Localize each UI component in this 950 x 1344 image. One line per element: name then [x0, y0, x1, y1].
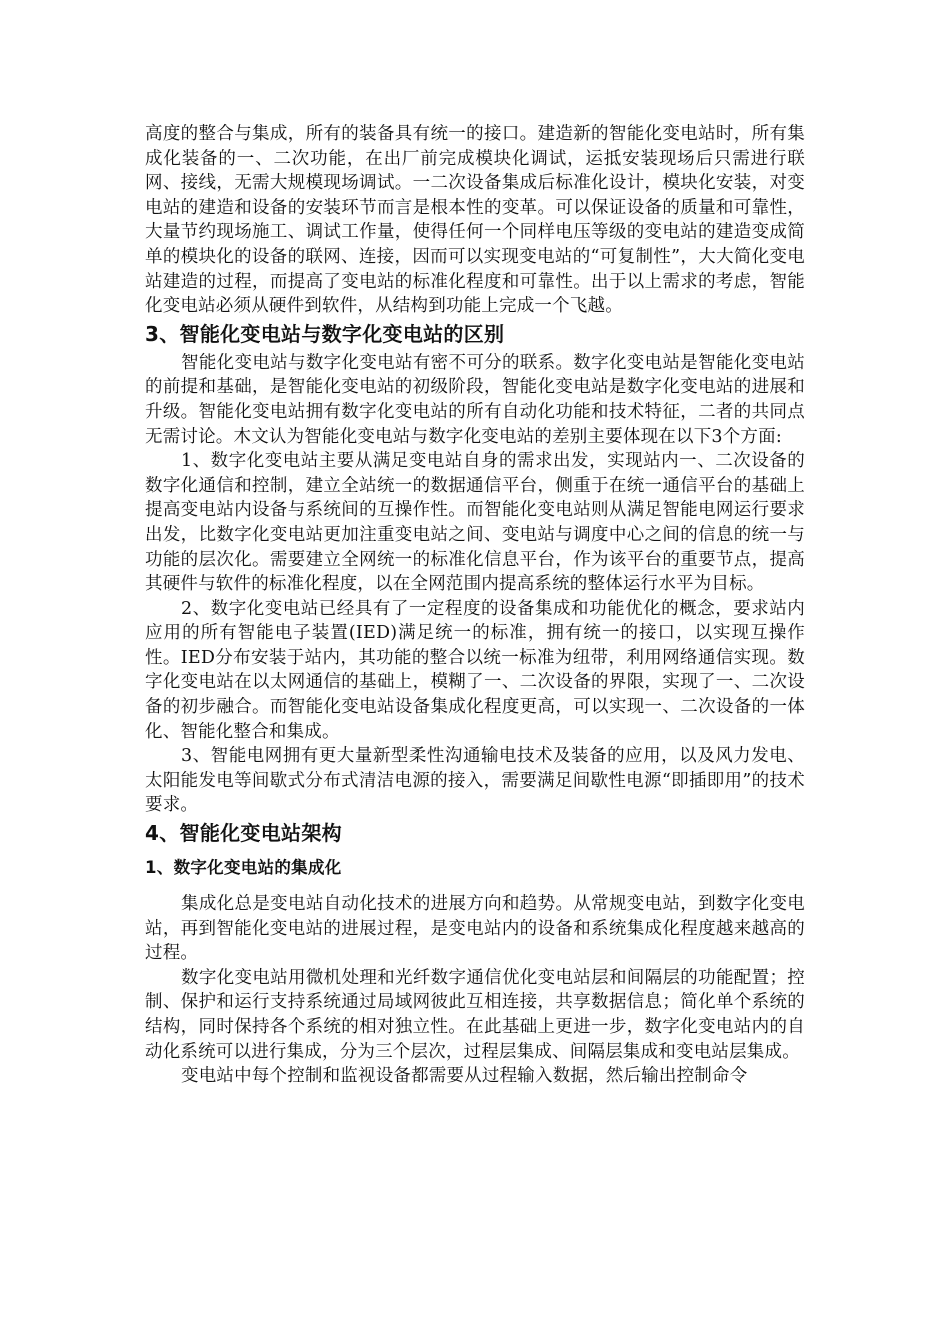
paragraph-integration-levels: 数字化变电站用微机处理和光纤数字通信优化变电站层和间隔层的功能配置；控制、保护和运行支持系统通过局域网彼此互相连接，共享数据信息；简化单个系统的结构，同时保持各个系统的相对独立性。在此基础上更进一步，数字化变电站内的自动化系统可以进行集成，分为三个层次，过程层集成、间隔层集成和变电站层集成。	[145, 967, 805, 1062]
heading-section-4: 4、智能化变电站架构	[145, 821, 342, 846]
heading-subsection-4-1: 1、数字化变电站的集成化	[145, 858, 342, 878]
paragraph-difference-1: 1、数字化变电站主要从满足变电站自身的需求出发，实现站内一、二次设备的数字化通信和控制，建立全站统一的数据通信平台，侧重于在统一通信平台的基础上提高变电站内设备与系统间的互操作性。而智能化变电站则从满足智能电网运行要求出发，比数字化变电站更加注重变电站之间、变电站与调度中心之间的信息的统一与功能的层次化。需要建立全网统一的标准化信息平台，作为该平台的重要节点，提高其硬件与软件的标准化程度，以在全网范围内提高系统的整体运行水平为目标。	[145, 451, 805, 595]
paragraph-integration-trend: 集成化总是变电站自动化技术的进展方向和趋势。从常规变电站，到数字化变电站，再到智能化变电站的进展过程，是变电站内的设备和系统集成化程度越来越高的过程。	[145, 894, 805, 964]
paragraph-difference-2: 2、数字化变电站已经具有了一定程度的设备集成和功能优化的概念，要求站内应用的所有智能电子装置(IED)满足统一的标准，拥有统一的接口，以实现互操作性。IED分布安装于站内，其功能的整合以统一标准为纽带，利用网络通信实现。数字化变电站在以太网通信的基础上，模糊了一、二次设备的界限，实现了一、二次设备的初步融合。而智能化变电站设备集成化程度更高，可以实现一、二次设备的一体化、智能化整合和集成。	[145, 598, 805, 742]
paragraph-intro-continued: 高度的整合与集成，所有的装备具有统一的接口。建造新的智能化变电站时，所有集成化装备的一、二次功能，在出厂前完成模块化调试，运抵安装现场后只需进行联网、接线，无需大规模现场调试。一二次设备集成后标准化设计，模块化安装，对变电站的建造和设备的安装环节而言是根本性的变革。可以保证设备的质量和可靠性，大量节约现场施工、调试工作量，使得任何一个同样电压等级的变电站的建造变成简单的模块化的设备的联网、连接，因而可以实现变电站的“可复制性”，大大简化变电站建造的过程，而提高了变电站的标准化程度和可靠性。出于以上需求的考虑，智能化变电站必须从硬件到软件，从结构到功能上完成一个飞越。	[145, 124, 805, 317]
paragraph-relation: 智能化变电站与数字化变电站有密不可分的联系。数字化变电站是智能化变电站的前提和基础，是智能化变电站的初级阶段，智能化变电站是数字化变电站的进展和升级。智能化变电站拥有数字化变电站的所有自动化功能和技术特征，二者的共同点无需讨论。木文认为智能化变电站与数字化变电站的差别主要体现在以下3个方面:	[145, 352, 805, 447]
paragraph-difference-3: 3、智能电网拥有更大量新型柔性沟通输电技术及装备的应用，以及风力发电、太阳能发电等间歇式分布式清洁电源的接入，需要满足间歇性电源“即插即用”的技术要求。	[145, 746, 805, 816]
document-page	[145, 122, 805, 1089]
heading-section-3: 3、智能化变电站与数字化变电站的区别	[145, 321, 505, 346]
paragraph-control-devices: 变电站中每个控制和监视设备都需要从过程输入数据，然后输出控制命令	[181, 1066, 748, 1087]
